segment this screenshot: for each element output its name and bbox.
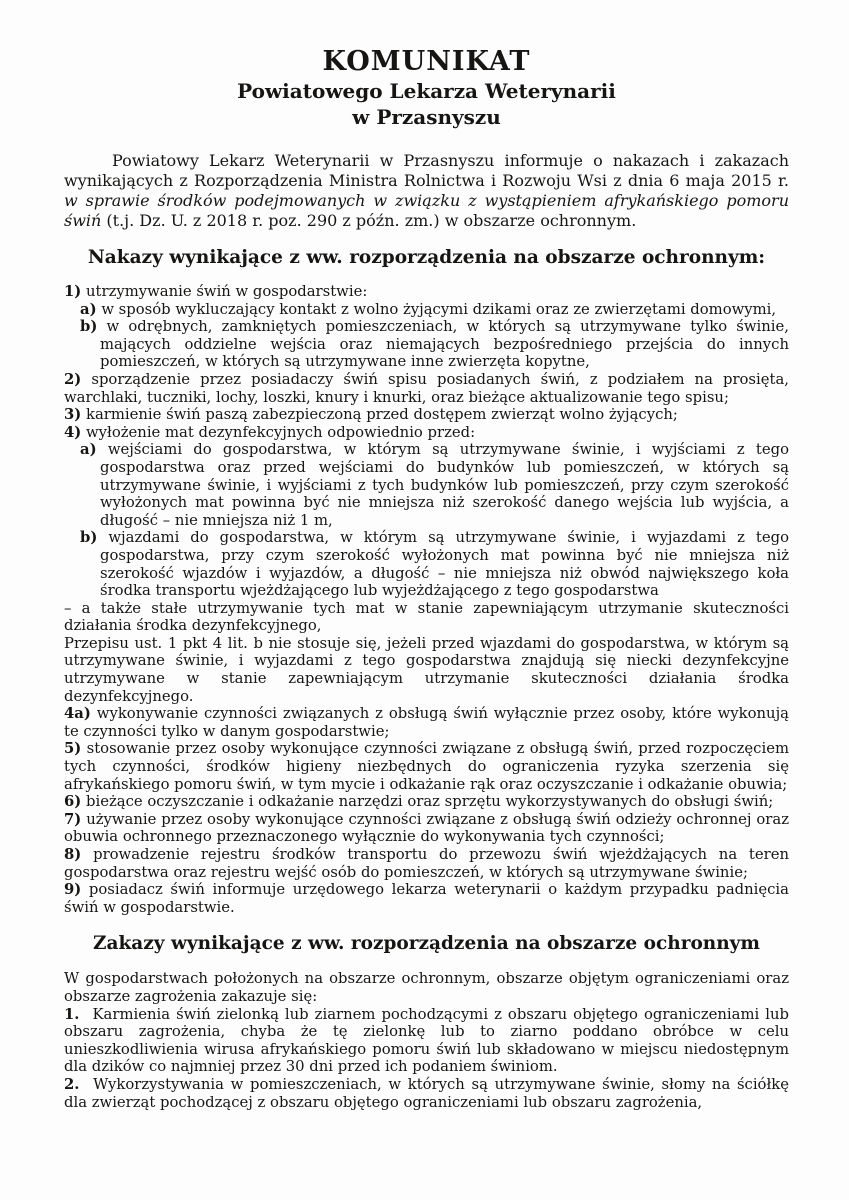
item-text: stosowanie przez osoby wykonujące czynności związane z obsługą świń, przed rozpoczęciem tych czynności, środków higieny niezbędnych do ograniczenia ryzyka szerzenia się afrykańskiego pomoru świń, w tym mycie i odkażanie rąk oraz oczyszczanie i odkażanie obuwia; [64,740,789,793]
zakazy-intro-paragraph: W gospodarstwach położonych na obszarze ochronnym, obszarze objętym ograniczeniami oraz obszarze zagrożenia zakazuje się: [64,970,789,1005]
item-label: 4a) [64,705,91,723]
list-item-5 [64,740,789,793]
item-label: 1. [64,1005,80,1023]
section-heading-zakazy: Zakazy wynikające z ww. rozporządzenia na obszarze ochronnym [92,933,761,955]
item-text: w sposób wykluczający kontakt z wolno żyjącymi dzikami oraz ze zwierzętami domowymi, [101,300,777,318]
item-label: 9) [64,881,82,899]
item-label: 3) [64,406,82,424]
zakazy-item-2 [64,1076,789,1111]
item-text: w odrębnych, zamkniętych pomieszczeniach, w których są utrzymywane tylko świnie, mających oddzielne wejścia oraz niemających bezpośredniego przejścia do innych pomieszczeń, w których są utrzymywane inne zwierzęta kopytne, [100,318,789,371]
item-text: posiadacz świń informuje urzędowego lekarza weterynarii o każdym przypadku padnięcia świń w gospodarstwie. [64,881,789,916]
item-label: 8) [64,846,82,863]
list-item-1 [64,283,789,301]
list-subitem-4a [64,441,789,529]
item-text: Karmienia świń zielonką lub ziarnem pochodzącymi z obszaru objętego ograniczeniami lub obszaru zagrożenia, chyba że tę zielonkę lub to ziarno poddano obróbce w celu unieszkodliwienia wirusa afrykańskiego pomoru świń lub składowano w miejscu niedostępnym dla dzików co najmniej przez 30 dni przed ich podaniem świniom. [64,1005,789,1076]
list-note-przepisu: Przepisu ust. 1 pkt 4 lit. b nie stosuje się, jeżeli przed wjazdami do gospodarstwa, w którym są utrzymywane świnie, i wyjazdami z tego gospodarstwa znajdują się niecki dezynfekcyjne utrzymywane w stanie zapewniającym utrzymanie skuteczności działania środka dezynfekcyjnego. [64,634,789,705]
title-line-komunikat: KOMUNIKAT [322,46,531,77]
list-note-dash: – a także stałe utrzymywanie tych mat w stanie zapewniającym utrzymanie skuteczności działania środka dezynfekcyjnego, [64,599,789,635]
list-subitem-1a [64,301,789,319]
list-item-6 [64,793,789,811]
item-text: bieżące oczyszczanie i odkażanie narzędzi oraz sprzętu wykorzystywanych do obsługi świń; [86,793,774,811]
item-label: 2) [64,370,82,388]
zakazy-item-1 [64,1006,789,1076]
item-label: 1) [64,283,82,300]
intro-text-italic: w sprawie środków podejmowanych w związku z wystąpieniem afrykańskiego pomoru świń [64,191,789,230]
list-item-4 [64,424,789,442]
item-label: a) [80,300,97,318]
item-label: b) [80,318,98,336]
item-text: wejściami do gospodarstwa, w którym są utrzymywane świnie, i wyjściami z tego gospodarstwa oraz przed wejściami do budynków lub pomieszczeń, w których są utrzymywane świnie, i wyjściami z tych budynków lub pomieszczeń, przy czym szerokość wyłożonych mat powinna być nie mniejsza niż szerokość danego wejścia lub wyjścia, a długość – nie mniejsza niż 1 m, [100,441,789,529]
item-text: wjazdami do gospodarstwa, w którym są utrzymywane świnie, i wyjazdami z tego gospodarstwa, przy czym szerokość wyłożonych mat powinna być nie mniejsza niż szerokość wjazdów i wyjazdów, a długość – nie mniejsza niż obwód największego koła środka transportu wjeżdżającego lub wyjeżdżającego z tego gospodarstwa [100,529,789,600]
item-text: używanie przez osoby wykonujące czynności związane z obsługą świń odzieży ochronnej oraz obuwia ochronnego przeznaczonego wyłącznie do wykonywania tych czynności; [64,810,789,846]
list-item-2 [64,371,789,406]
section-heading-nakazy: Nakazy wynikające z ww. rozporządzenia na obszarze ochronnym: [87,247,766,268]
list-item-9 [64,881,789,916]
document-title [64,46,789,130]
zakazy-list [64,1006,789,1112]
list-item-7 [64,811,789,846]
list-subitem-1b [64,318,789,371]
list-item-8 [64,846,789,881]
item-label: 2. [64,1075,80,1093]
title-line-authority: Powiatowego Lekarza Weterynarii [237,79,616,103]
item-text: sporządzenie przez posiadaczy świń spisu posiadanych świń, z podziałem na prosięta, warchlaki, tuczniki, lochy, loszki, knury i knurki, oraz bieżące aktualizowanie tego spisu; [64,370,789,406]
item-label: 7) [64,810,82,828]
item-label: 6) [64,793,82,811]
item-text: wyłożenie mat dezynfekcyjnych odpowiednio przed: [86,423,476,441]
list-subitem-4b [64,529,789,599]
nakazy-list [64,283,789,916]
intro-text-end: (t.j. Dz. U. z 2018 r. poz. 290 z późn. zm.) w obszarze ochronnym. [101,211,637,230]
item-text: utrzymywanie świń w gospodarstwie: [86,283,368,300]
item-label: a) [80,441,97,459]
intro-text-start: Powiatowy Lekarz Weterynarii w Przasnyszu informuje o nakazach i zakazach wynikających z Rozporządzenia Ministra Rolnictwa i Rozwoju Wsi z dnia 6 maja 2015 r. [64,151,789,190]
item-text: wykonywanie czynności związanych z obsługą świń wyłącznie przez osoby, które wykonują te czynności tylko w danym gospodarstwie; [64,705,789,740]
title-line-city: w Przasnyszu [352,105,501,129]
item-text: karmienie świń paszą zabezpieczoną przed dostępem zwierząt wolno żyjących; [86,406,678,424]
item-label: 4) [64,423,82,441]
intro-paragraph [64,151,789,231]
item-text: prowadzenie rejestru środków transportu do przewozu świń wjeżdżających na teren gospodarstwa oraz rejestru wejść osób do pomieszczeń, w których są utrzymywane świnie; [64,846,789,881]
list-item-4a-num [64,705,789,740]
item-label: b) [80,529,98,547]
list-item-3 [64,406,789,424]
item-text: Wykorzystywania w pomieszczeniach, w których są utrzymywane świnie, słomy na ściółkę dla zwierząt pochodzącej z obszaru objętego ograniczeniami lub obszaru zagrożenia, [64,1075,789,1111]
item-label: 5) [64,740,82,758]
